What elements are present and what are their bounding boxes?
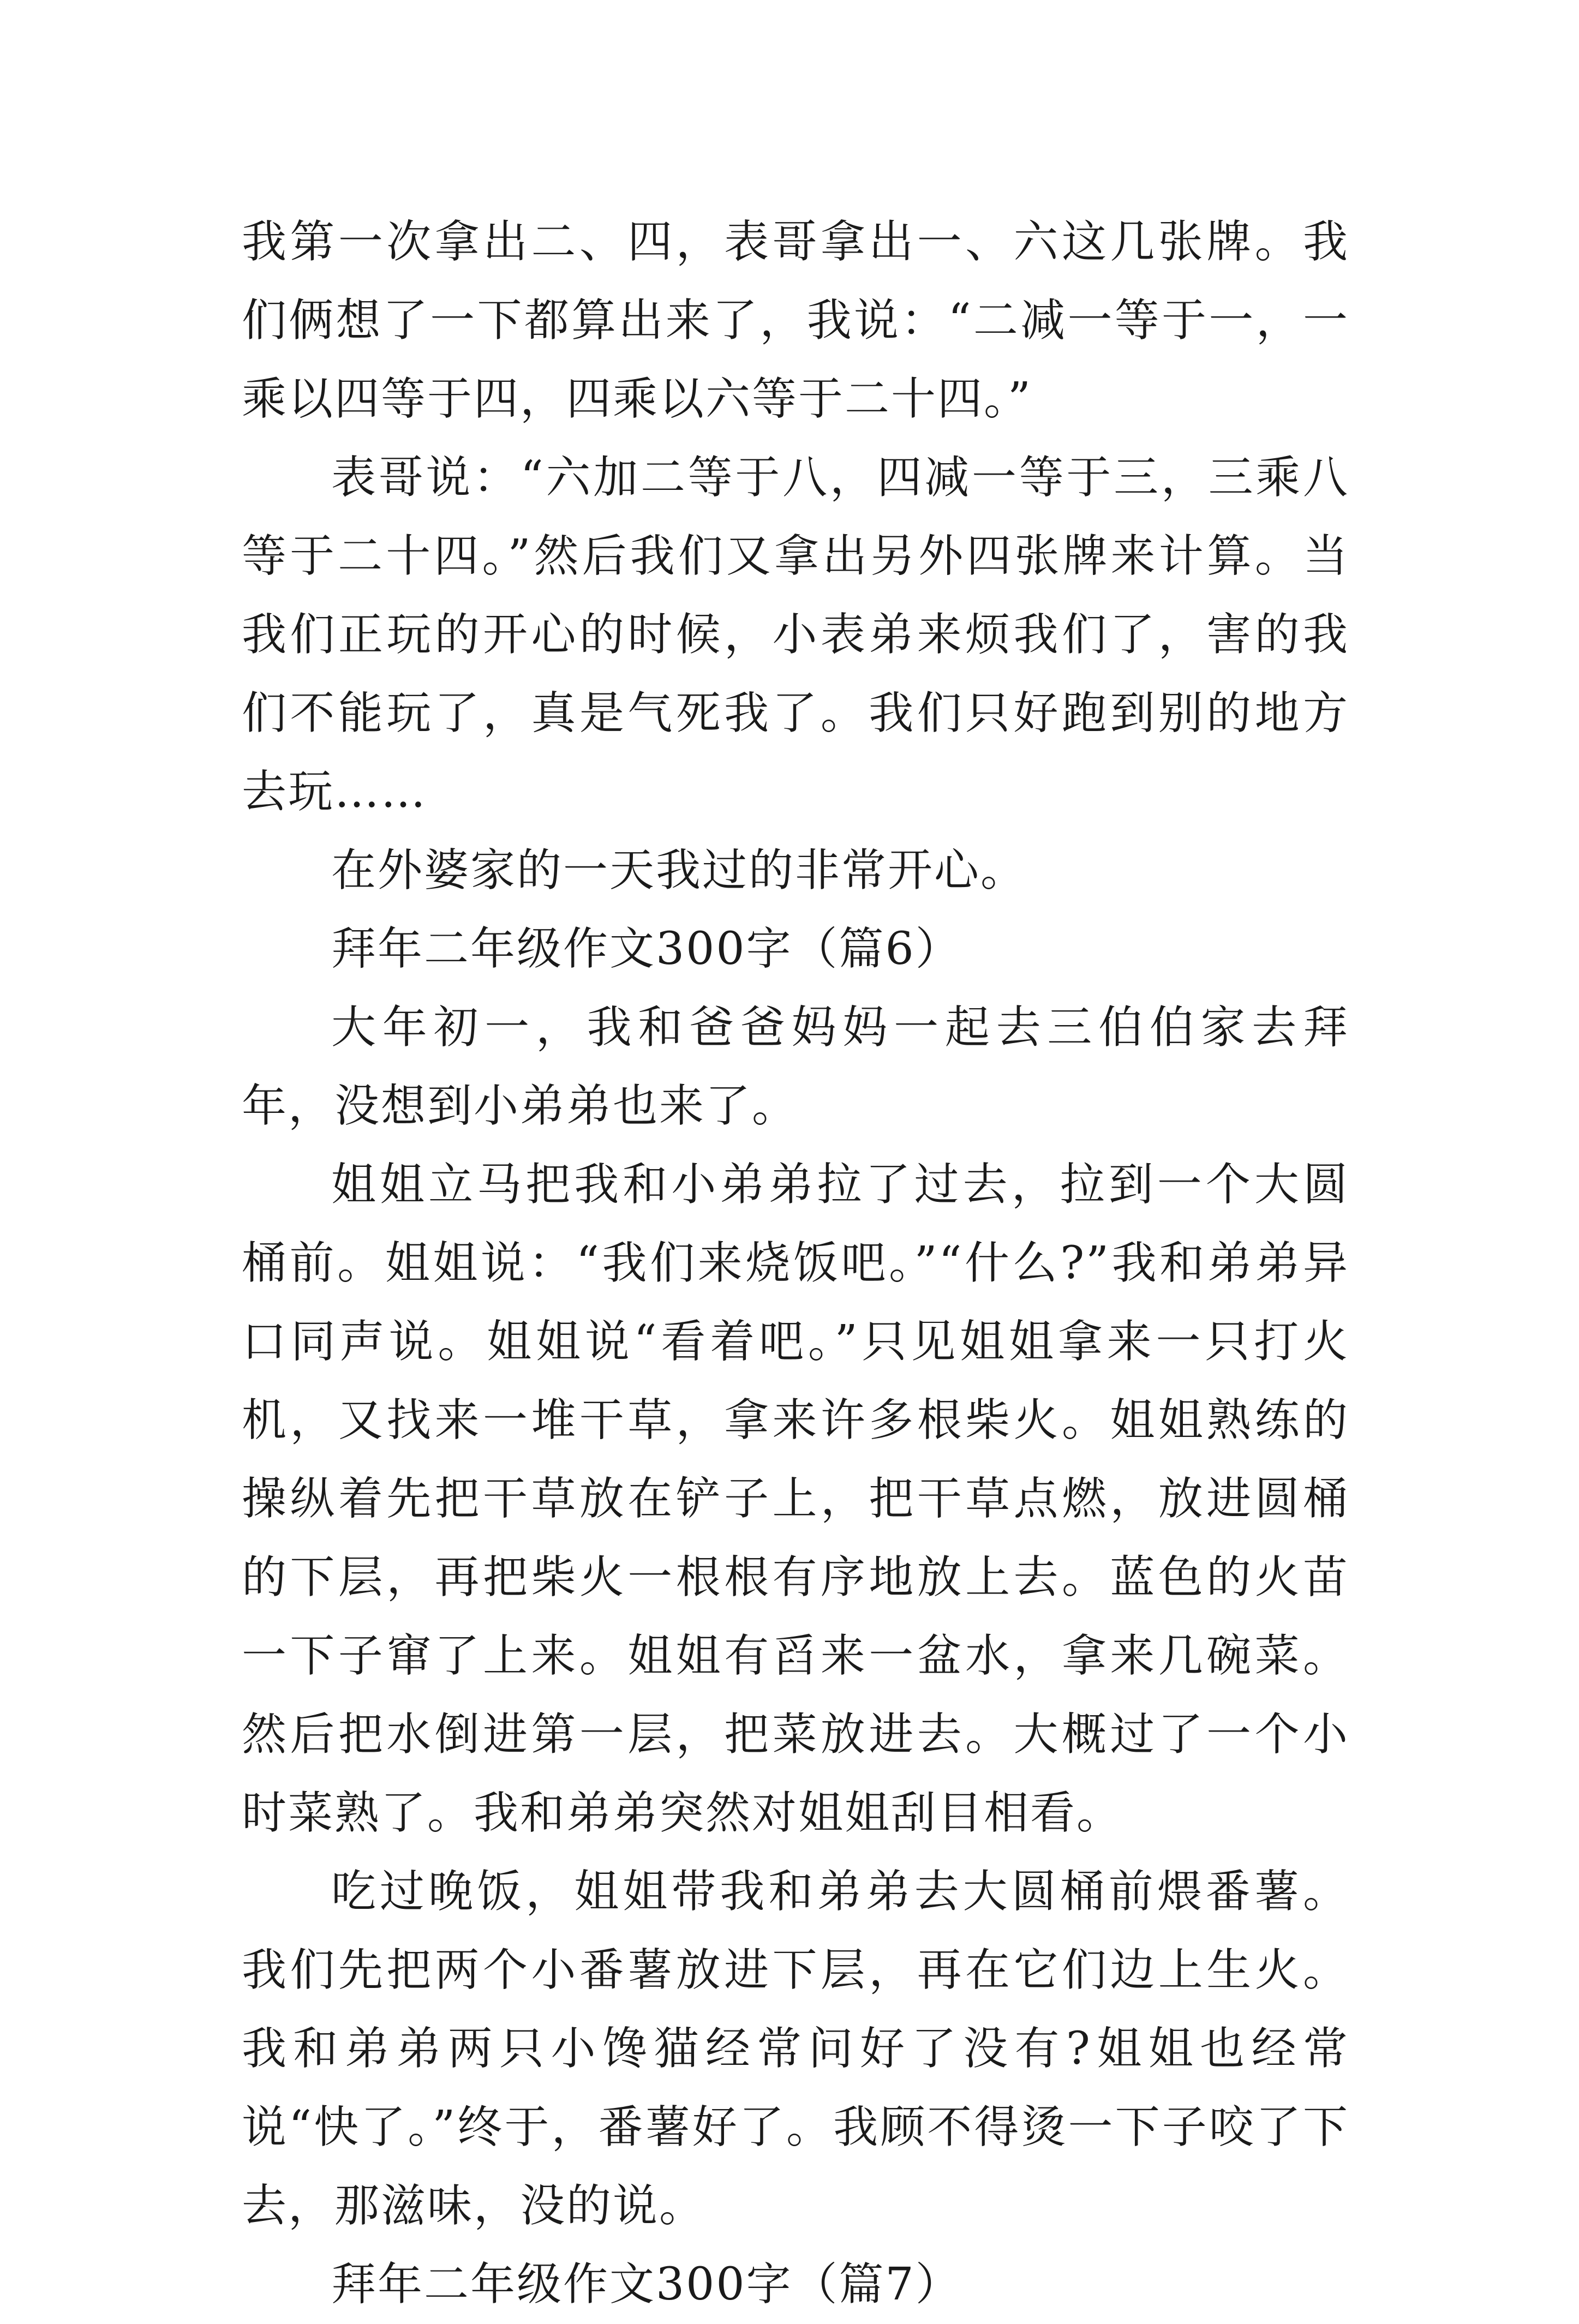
paragraph-new-year-visit: 大年初一，我和爸爸妈妈一起去三伯伯家去拜年，没想到小弟弟也来了。: [242, 1002, 1349, 1132]
paragraph-cousin-calculation: 表哥说：“六加二等于八，四减一等于三，三乘八等于二十四。”然后我们又拿出另外四张牌来计算。当我们正玩的开心的时候，小表弟来烦我们了，害的我们不能玩了，真是气死我了。我们只好跑到别的地方去玩……: [242, 452, 1349, 818]
essay-title-7: 拜年二年级作文300字（篇7）: [331, 2259, 962, 2310]
paragraph-cooking: 姐姐立马把我和小弟弟拉了过去，拉到一个大圆桶前。姐姐说：“我们来烧饭吧。”“什么?”我和弟弟异口同声说。姐姐说“看着吧。”只见姐姐拿来一只打火机，又找来一堆干草，拿来许多根柴火。姐姐熟练的操纵着先把干草放在铲子上，把干草点燃，放进圆桶的下层，再把柴火一根根有序地放上去。蓝色的火苗一下子窜了上来。姐姐有舀来一盆水，拿来几碗菜。然后把水倒进第一层，把菜放进去。大概过了一个小时菜熟了。我和弟弟突然对姐姐刮目相看。: [242, 1159, 1349, 1839]
document-body: [242, 203, 1349, 2324]
paragraph-card-game: 我第一次拿出二、四，表哥拿出一、六这几张牌。我们俩想了一下都算出来了，我说：“二减一等于一，一乘以四等于四，四乘以六等于二十四。”: [242, 216, 1349, 425]
essay-title-6: 拜年二年级作文300字（篇6）: [331, 923, 962, 975]
paragraph-happy-day: 在外婆家的一天我过的非常开心。: [331, 844, 1027, 896]
paragraph-sweet-potato: 吃过晚饭，姐姐带我和弟弟去大圆桶前煨番薯。我们先把两个小番薯放进下层，再在它们边上生火。我和弟弟两只小馋猫经常问好了没有?姐姐也经常说“快了。”终于，番薯好了。我顾不得烫一下子咬了下去，那滋味，没的说。: [242, 1866, 1349, 2232]
